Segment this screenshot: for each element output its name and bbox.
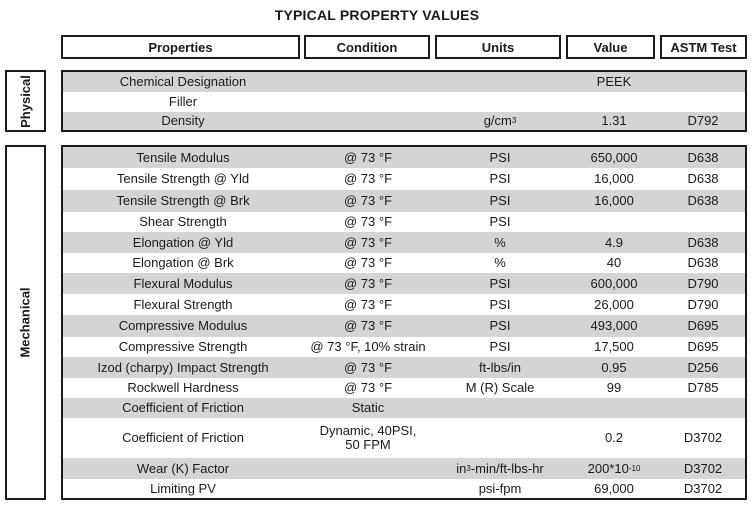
astm-cell: D790 bbox=[687, 296, 719, 312]
property-name: Tensile Modulus bbox=[136, 149, 230, 165]
property-name: Chemical Designation bbox=[119, 74, 247, 89]
value-cell: 40 bbox=[606, 255, 622, 270]
units-cell: % bbox=[494, 234, 506, 250]
astm-cell: D256 bbox=[687, 359, 719, 375]
astm-cell: D638 bbox=[687, 193, 719, 208]
condition-cell: Static bbox=[351, 400, 385, 415]
units-cell: PSI bbox=[489, 318, 511, 333]
section-label-physical bbox=[5, 70, 46, 132]
value-cell: 0.95 bbox=[601, 359, 627, 375]
property-name: Shear Strength bbox=[139, 214, 227, 229]
condition-cell bbox=[303, 92, 433, 112]
astm-cell: D3702 bbox=[683, 480, 723, 496]
property-name: Filler bbox=[168, 94, 198, 109]
value-cell: 200*10 -10 bbox=[587, 460, 641, 476]
condition-line: Dynamic, 40PSI, bbox=[319, 423, 417, 438]
property-name: Elongation @ Brk bbox=[132, 255, 234, 270]
condition-cell: @ 73 °F bbox=[343, 318, 393, 333]
value-cell: 0.2 bbox=[604, 430, 624, 445]
property-name: Elongation @ Yld bbox=[132, 234, 234, 250]
value-cell: 16,000 bbox=[594, 193, 634, 208]
units-cell: ft-lbs/in bbox=[479, 359, 521, 375]
property-name: Izod (charpy) Impact Strength bbox=[97, 359, 269, 375]
property-name: Rockwell Hardness bbox=[127, 380, 239, 395]
table-row bbox=[63, 337, 745, 357]
header-astm: ASTM Test bbox=[660, 35, 747, 59]
property-name: Coefficient of Friction bbox=[122, 430, 244, 445]
units-prefix: in bbox=[456, 460, 467, 476]
table-row bbox=[63, 398, 745, 418]
value-cell: 650,000 bbox=[590, 149, 638, 165]
value-cell: 99 bbox=[606, 380, 622, 395]
units-cell: g/cm 3 bbox=[483, 113, 517, 128]
units-cell: PSI bbox=[489, 214, 511, 229]
table-row bbox=[63, 232, 745, 253]
table-row bbox=[63, 92, 745, 112]
value-cell: 26,000 bbox=[594, 296, 634, 312]
units-cell: PSI bbox=[489, 275, 511, 291]
units-cell: PSI bbox=[489, 149, 511, 165]
units-cell: % bbox=[494, 255, 506, 270]
property-name: Wear (K) Factor bbox=[136, 460, 230, 476]
condition-cell bbox=[303, 72, 433, 92]
table-row bbox=[63, 112, 745, 130]
units-cell: PSI bbox=[489, 339, 511, 354]
property-name: Density bbox=[161, 113, 205, 128]
value-cell bbox=[567, 398, 661, 418]
condition-cell bbox=[303, 479, 433, 498]
condition-cell: @ 73 °F bbox=[343, 171, 393, 186]
table-row bbox=[63, 418, 745, 458]
astm-cell: D638 bbox=[687, 234, 719, 250]
table-row bbox=[63, 253, 745, 273]
condition-cell: @ 73 °F, 10% strain bbox=[310, 339, 426, 354]
units-cell: PSI bbox=[489, 193, 511, 208]
table-row bbox=[63, 378, 745, 398]
astm-cell bbox=[661, 92, 745, 112]
units-cell bbox=[433, 418, 567, 458]
property-name: Flexural Strength bbox=[133, 296, 233, 312]
condition-cell: @ 73 °F bbox=[343, 380, 393, 395]
astm-cell: D638 bbox=[687, 255, 719, 270]
condition-cell bbox=[303, 112, 433, 130]
condition-cell bbox=[303, 458, 433, 479]
condition-cell bbox=[303, 418, 433, 458]
value-base: 200*10 bbox=[587, 460, 629, 476]
table-row bbox=[63, 190, 745, 212]
value-cell: 493,000 bbox=[590, 318, 638, 333]
astm-cell: D695 bbox=[687, 339, 719, 354]
astm-cell: D3702 bbox=[683, 460, 723, 476]
condition-cell: @ 73 °F bbox=[343, 255, 393, 270]
astm-cell bbox=[661, 398, 745, 418]
property-name: Flexural Modulus bbox=[133, 275, 233, 291]
property-name: Coefficient of Friction bbox=[122, 400, 244, 415]
table-row bbox=[63, 147, 745, 168]
property-name: Compressive Strength bbox=[118, 339, 248, 354]
value-cell: 4.9 bbox=[604, 234, 624, 250]
units-suffix: -min/ft-lbs-hr bbox=[470, 460, 544, 476]
property-name: Limiting PV bbox=[150, 480, 216, 496]
astm-cell bbox=[661, 212, 745, 232]
section-label-mechanical bbox=[5, 145, 46, 500]
astm-cell bbox=[661, 72, 745, 92]
page-title: TYPICAL PROPERTY VALUES bbox=[274, 7, 480, 23]
value-cell: 17,500 bbox=[594, 339, 634, 354]
astm-cell: D695 bbox=[687, 318, 719, 333]
table-row bbox=[63, 72, 745, 92]
header-condition: Condition bbox=[304, 35, 430, 59]
section-label-mechanical-text: Mechanical bbox=[18, 287, 33, 358]
condition-cell: @ 73 °F bbox=[343, 359, 393, 375]
header-value: Value bbox=[566, 35, 655, 59]
units-base: g/cm bbox=[483, 113, 512, 128]
value-cell: 600,000 bbox=[590, 275, 638, 291]
table-row bbox=[63, 458, 745, 479]
header-units: Units bbox=[435, 35, 561, 59]
table-row bbox=[63, 273, 745, 294]
astm-cell: D785 bbox=[687, 380, 719, 395]
property-name: Tensile Strength @ Brk bbox=[116, 193, 250, 208]
value-cell bbox=[567, 92, 661, 112]
astm-cell: D3702 bbox=[683, 430, 723, 445]
value-cell: 16,000 bbox=[594, 171, 634, 186]
astm-cell: D790 bbox=[687, 275, 719, 291]
property-name: Tensile Strength @ Yld bbox=[116, 171, 250, 186]
units-cell bbox=[433, 398, 567, 418]
condition-cell: @ 73 °F bbox=[343, 275, 393, 291]
table-row bbox=[63, 315, 745, 337]
value-cell: PEEK bbox=[596, 74, 632, 89]
section-label-physical-text: Physical bbox=[18, 74, 34, 128]
header-properties: Properties bbox=[61, 35, 300, 59]
units-cell bbox=[433, 72, 567, 92]
value-cell: 69,000 bbox=[594, 480, 634, 496]
condition-cell: @ 73 °F bbox=[343, 149, 393, 165]
table-row bbox=[63, 212, 745, 232]
value-cell: 1.31 bbox=[601, 113, 627, 128]
property-name: Compressive Modulus bbox=[118, 318, 248, 333]
astm-cell: D792 bbox=[687, 113, 719, 128]
units-cell: PSI bbox=[489, 171, 511, 186]
condition-cell: @ 73 °F bbox=[343, 296, 393, 312]
units-cell: psi-fpm bbox=[478, 480, 522, 496]
table-row bbox=[63, 479, 745, 498]
value-cell bbox=[567, 212, 661, 232]
units-cell: PSI bbox=[489, 296, 511, 312]
table-row bbox=[63, 294, 745, 315]
condition-cell: @ 73 °F bbox=[343, 214, 393, 229]
table-row bbox=[63, 168, 745, 190]
condition-cell: @ 73 °F bbox=[343, 234, 393, 250]
condition-line: 50 FPM bbox=[345, 437, 391, 452]
condition-cell: @ 73 °F bbox=[343, 193, 393, 208]
astm-cell: D638 bbox=[687, 171, 719, 186]
astm-cell: D638 bbox=[687, 149, 719, 165]
units-cell bbox=[433, 92, 567, 112]
units-cell: M (R) Scale bbox=[465, 380, 535, 395]
table-row bbox=[63, 357, 745, 378]
mechanical-table bbox=[61, 145, 747, 500]
units-cell: in 3 -min/ft-lbs-hr bbox=[456, 460, 544, 476]
physical-table bbox=[61, 70, 747, 132]
